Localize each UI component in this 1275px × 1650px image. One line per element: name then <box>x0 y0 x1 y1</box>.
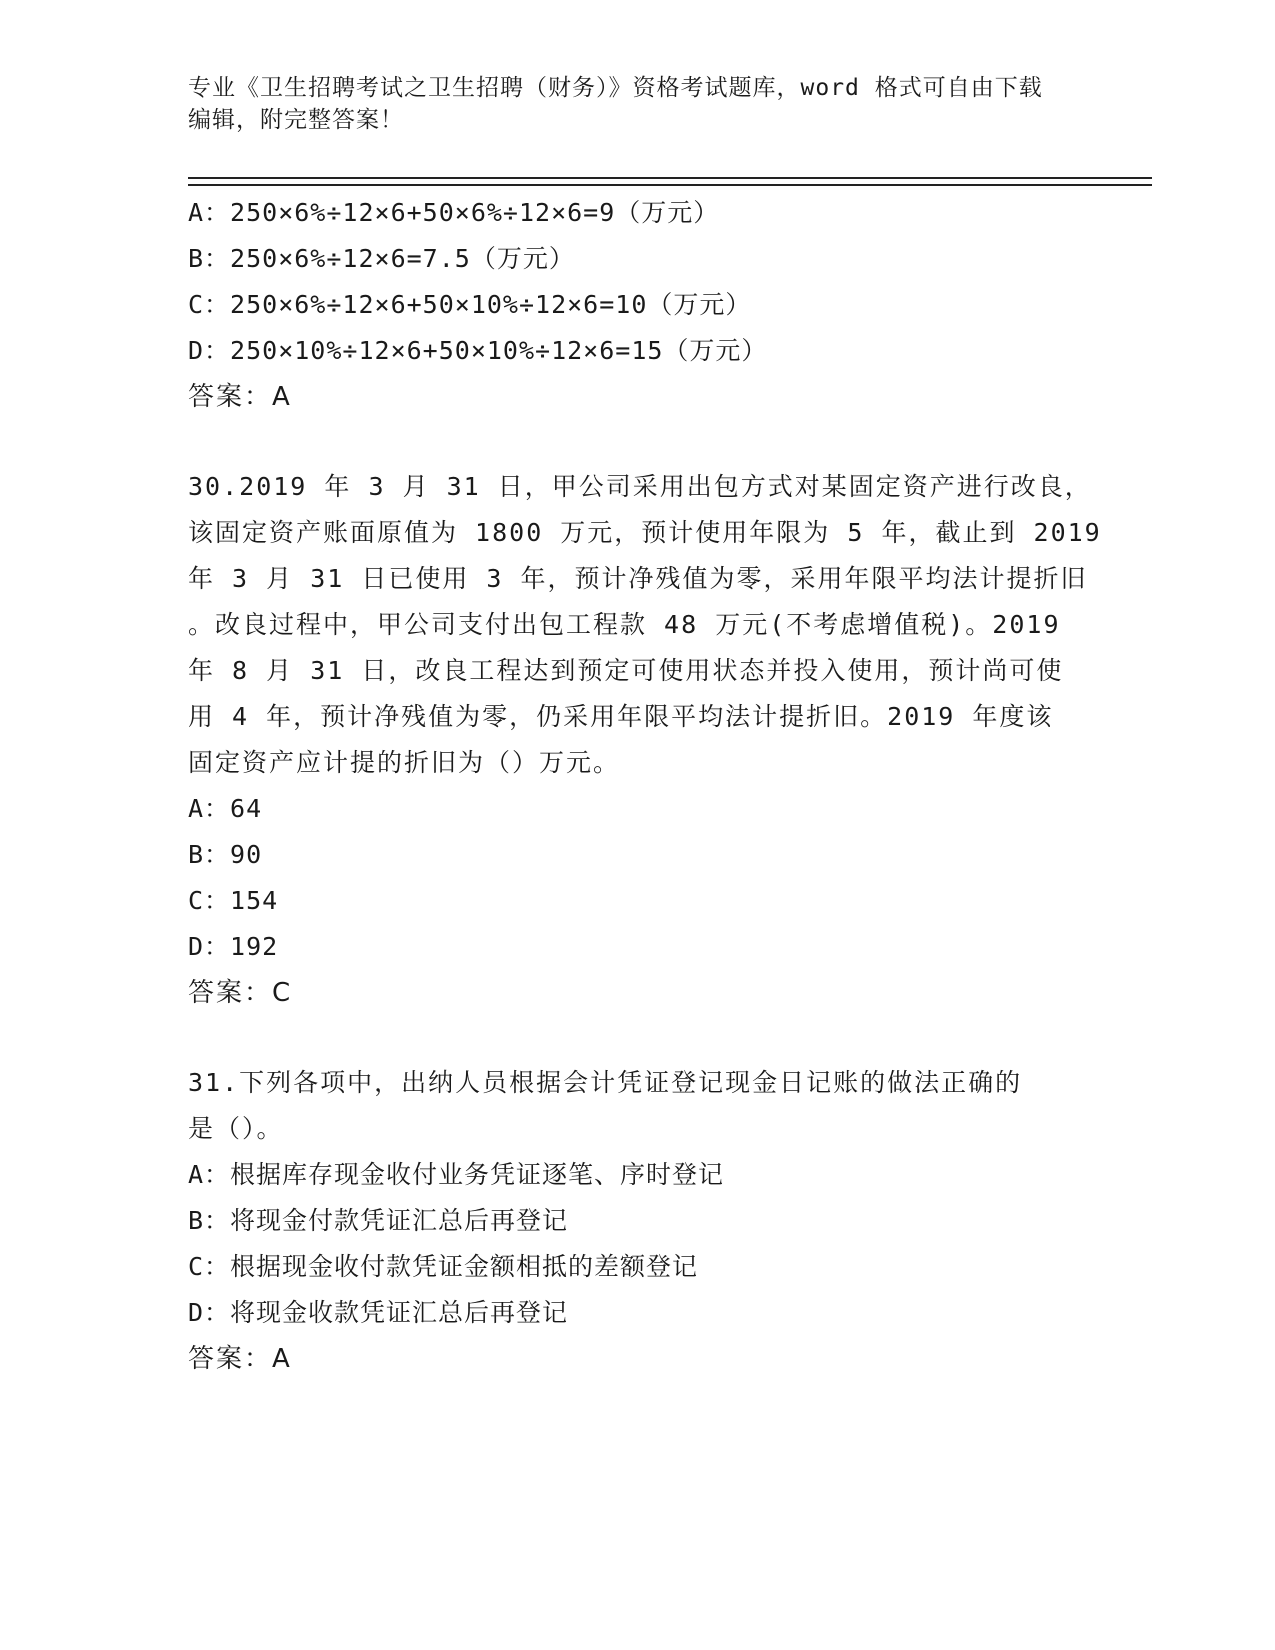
stem-line: 。改良过程中，甲公司支付出包工程款 48 万元(不考虑增值税)。2019 <box>188 610 1061 639</box>
header-line-1: 专业《卫生招聘考试之卫生招聘（财务）》资格考试题库，word 格式可自由下载 <box>188 75 1043 101</box>
option-b: B：250×6%÷12×6=7.5（万元） <box>188 244 575 273</box>
option-a: A：64 <box>188 794 263 823</box>
stem-line: 30.2019 年 3 月 31 日，甲公司采用出包方式对某固定资产进行改良， <box>188 472 1092 501</box>
stem-line: 该固定资产账面原值为 1800 万元，预计使用年限为 5 年，截止到 2019 <box>188 518 1102 547</box>
question-stem <box>188 1060 1088 1152</box>
stem-line: 用 4 年，预计净残值为零，仍采用年限平均法计提折旧。2019 年度该 <box>188 702 1054 731</box>
question-30 <box>188 464 1102 1016</box>
question-31 <box>188 1060 1088 1382</box>
question-stem <box>188 464 1102 786</box>
answer-line: 答案：A <box>188 382 292 412</box>
answer-line: 答案：C <box>188 978 293 1008</box>
option-b: B：将现金付款凭证汇总后再登记 <box>188 1206 569 1235</box>
option-b: B：90 <box>188 840 263 869</box>
header-divider-bottom <box>188 184 1152 186</box>
option-a: A：根据库存现金收付业务凭证逐笔、序时登记 <box>188 1160 725 1189</box>
option-d: D：192 <box>188 932 279 961</box>
spacer <box>188 1016 1088 1060</box>
stem-line: 固定资产应计提的折旧为（）万元。 <box>188 748 621 777</box>
stem-line: 年 8 月 31 日，改良工程达到预定可使用状态并投入使用，预计尚可使 <box>188 656 1064 685</box>
option-c: C：154 <box>188 886 279 915</box>
document-header <box>188 72 1068 136</box>
question-29 <box>188 190 1088 420</box>
option-c: C：根据现金收付款凭证金额相抵的差额登记 <box>188 1252 699 1281</box>
header-line-2: 编辑，附完整答案！ <box>188 107 404 133</box>
option-c: C：250×6%÷12×6+50×10%÷12×6=10（万元） <box>188 290 752 319</box>
stem-line: 31.下列各项中，出纳人员根据会计凭证登记现金日记账的做法正确的 <box>188 1068 1023 1097</box>
stem-line: 是（）。 <box>188 1114 284 1143</box>
stem-line: 年 3 月 31 日已使用 3 年，预计净残值为零，采用年限平均法计提折旧 <box>188 564 1088 593</box>
header-divider-top <box>188 177 1152 179</box>
option-a: A：250×6%÷12×6+50×6%÷12×6=9（万元） <box>188 198 720 227</box>
question-body <box>188 190 1102 1382</box>
spacer <box>188 420 1088 464</box>
option-d: D：将现金收款凭证汇总后再登记 <box>188 1298 569 1327</box>
option-d: D：250×10%÷12×6+50×10%÷12×6=15（万元） <box>188 336 768 365</box>
answer-line: 答案：A <box>188 1344 292 1374</box>
